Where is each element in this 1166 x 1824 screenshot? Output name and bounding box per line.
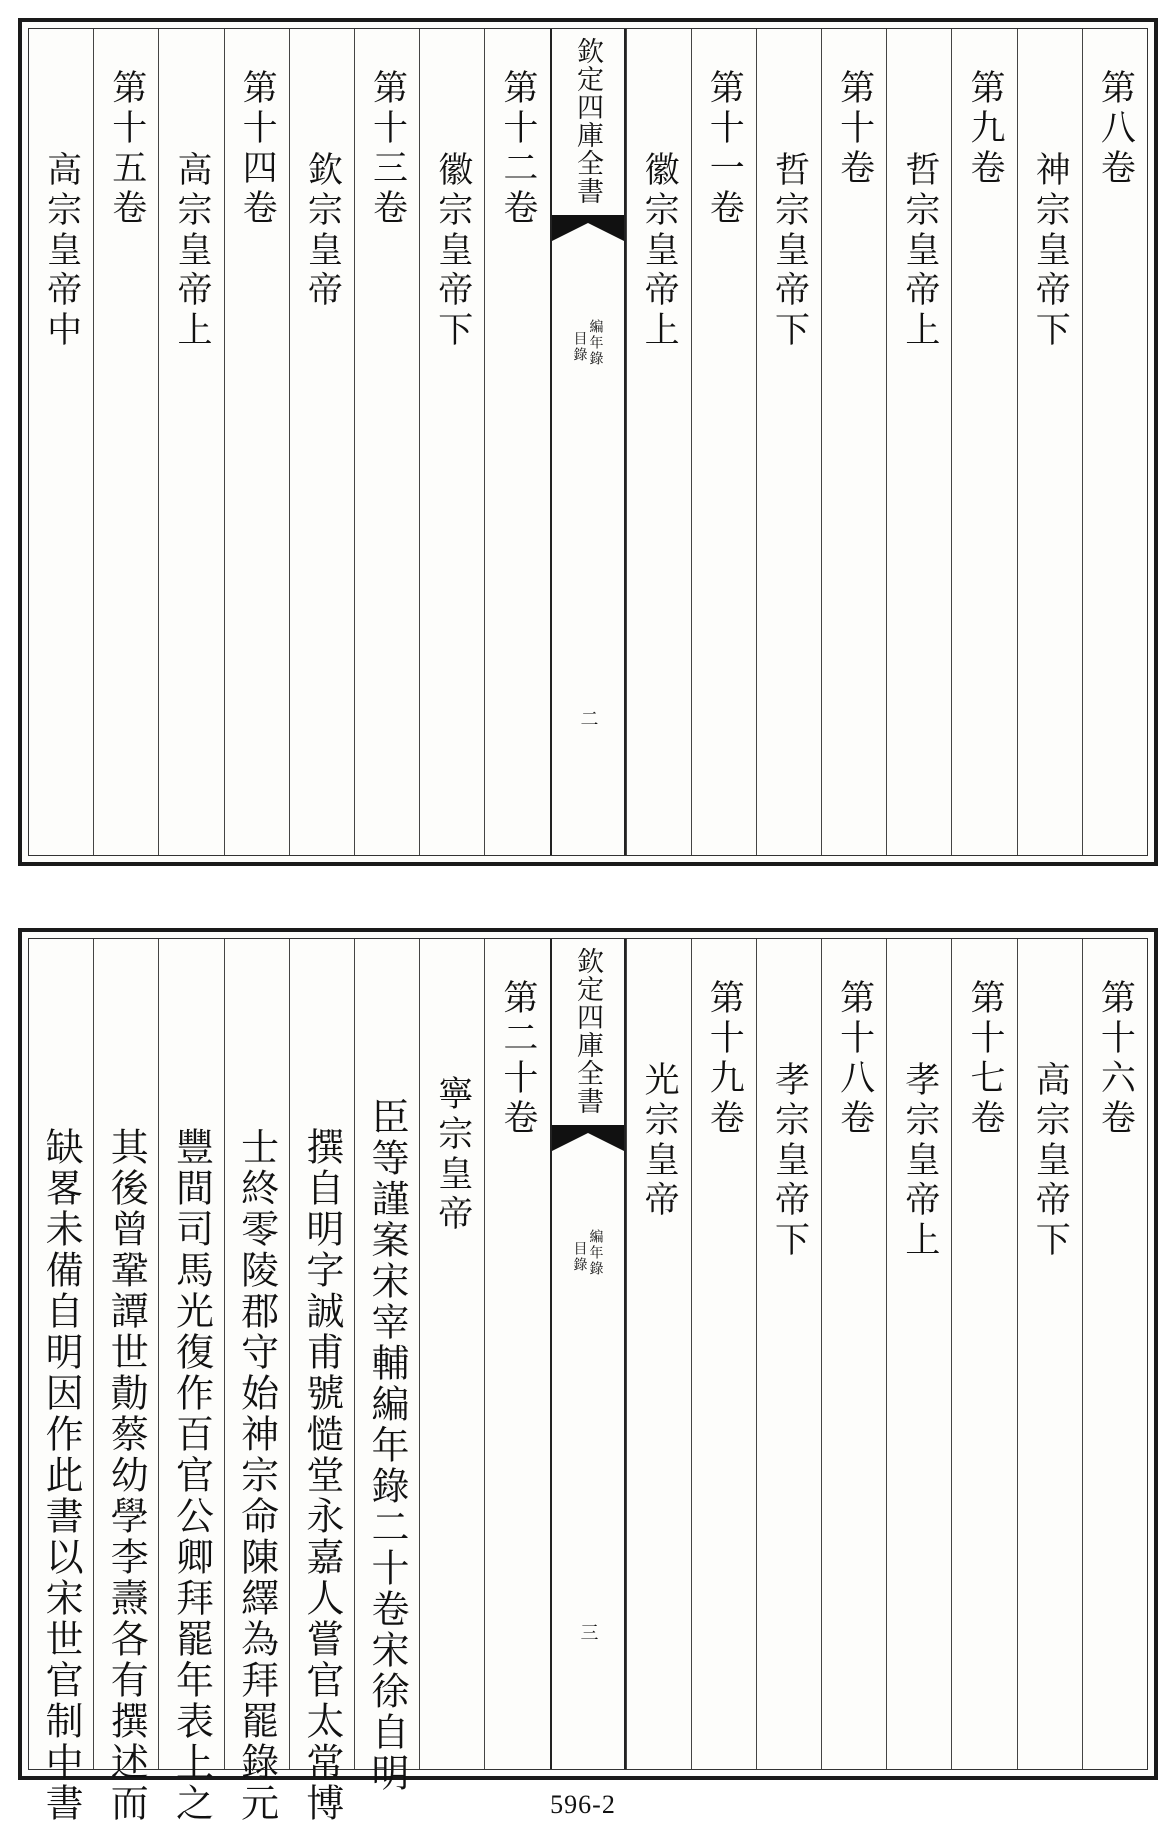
emperor-entry: 欽宗皇帝 (302, 151, 343, 311)
volume-title: 第十八卷 (834, 979, 875, 1139)
toc-column (886, 939, 951, 1769)
emperor-entry: 哲宗皇帝下 (769, 151, 810, 351)
toc-column (484, 29, 549, 855)
toc-column (419, 939, 484, 1769)
toc-column (419, 29, 484, 855)
emperor-entry: 高宗皇帝下 (1030, 1061, 1071, 1261)
top-page-frame (28, 28, 1148, 856)
toc-column (484, 939, 549, 1769)
toc-column (691, 29, 756, 855)
volume-title: 第八卷 (1095, 69, 1136, 189)
book-spine (550, 939, 626, 1769)
volume-title: 第十六卷 (1095, 979, 1136, 1139)
toc-column (1082, 939, 1147, 1769)
preface-line: 缺畧未備自明因作此書以宋世官制中書 (39, 1127, 84, 1824)
toc-column (626, 29, 691, 855)
top-page (18, 18, 1158, 866)
spine-page-number: 三 (577, 1623, 599, 1641)
volume-title: 第十二卷 (497, 69, 538, 229)
toc-column (951, 939, 1016, 1769)
text-column (289, 939, 354, 1824)
emperor-entry: 光宗皇帝 (639, 1061, 680, 1221)
emperor-entry: 徽宗皇帝上 (639, 151, 680, 351)
text-column (354, 939, 419, 1794)
preface-line: 臣等謹案宋宰輔編年錄二十卷宋徐自明 (365, 1097, 410, 1794)
spine-subtitle-right: 編年錄 (587, 319, 604, 367)
spine-subtitle-right: 編年錄 (587, 1229, 604, 1277)
toc-column (354, 29, 419, 855)
toc-column (626, 939, 691, 1769)
toc-column (821, 939, 886, 1769)
page-id-footer: 596-2 (550, 1790, 616, 1819)
spine-page-number: 二 (577, 709, 599, 727)
volume-title: 第十三卷 (367, 69, 408, 229)
volume-title: 第十一卷 (704, 69, 745, 229)
text-column (224, 939, 289, 1824)
emperor-entry: 孝宗皇帝上 (899, 1061, 940, 1261)
volume-title: 第十卷 (834, 69, 875, 189)
spine-subtitle (573, 1229, 603, 1277)
preface-line: 撰自明字誠甫號慥堂永嘉人嘗官太常博 (299, 1127, 344, 1824)
emperor-entry: 哲宗皇帝上 (899, 151, 940, 351)
volume-title: 第十四卷 (237, 69, 278, 229)
preface-line: 豐間司馬光復作百官公卿拜罷年表上之 (169, 1127, 214, 1824)
toc-column (756, 939, 821, 1769)
toc-column (1082, 29, 1147, 855)
emperor-entry: 寧宗皇帝 (432, 1075, 473, 1235)
text-column (158, 939, 223, 1824)
preface-line: 士終零陵郡守始神宗命陳繹為拜罷錄元 (234, 1127, 279, 1824)
text-column (93, 939, 158, 1824)
emperor-entry: 徽宗皇帝下 (432, 151, 473, 351)
spine-title: 欽定四庫全書 (572, 37, 603, 205)
volume-title: 第九卷 (965, 69, 1006, 189)
spine-subtitle-left: 目錄 (571, 331, 588, 363)
spine-subtitle-left: 目錄 (571, 1241, 588, 1273)
toc-column (756, 29, 821, 855)
toc-column (951, 29, 1016, 855)
volume-title: 第十五卷 (106, 69, 147, 229)
toc-column (1017, 939, 1082, 1769)
volume-title: 第二十卷 (497, 979, 538, 1139)
toc-column (93, 29, 158, 855)
emperor-entry: 高宗皇帝上 (171, 151, 212, 351)
toc-column (158, 29, 223, 855)
emperor-entry: 高宗皇帝中 (41, 151, 82, 351)
toc-column (289, 29, 354, 855)
emperor-entry: 神宗皇帝下 (1030, 151, 1071, 351)
volume-title: 第十九卷 (704, 979, 745, 1139)
emperor-entry: 孝宗皇帝下 (769, 1061, 810, 1261)
fishtail-ornament-icon (552, 1125, 624, 1151)
text-column (29, 939, 93, 1824)
toc-column (29, 29, 93, 855)
preface-line: 其後曾鞏譚世勣蔡幼學李燾各有撰述而 (104, 1127, 149, 1824)
spine-subtitle (573, 319, 603, 367)
spine-title: 欽定四庫全書 (572, 947, 603, 1115)
volume-title: 第十七卷 (965, 979, 1006, 1139)
toc-column (691, 939, 756, 1769)
book-spine (550, 29, 626, 855)
toc-column (821, 29, 886, 855)
toc-column (1017, 29, 1082, 855)
toc-column (224, 29, 289, 855)
toc-column (886, 29, 951, 855)
fishtail-ornament-icon (552, 215, 624, 241)
